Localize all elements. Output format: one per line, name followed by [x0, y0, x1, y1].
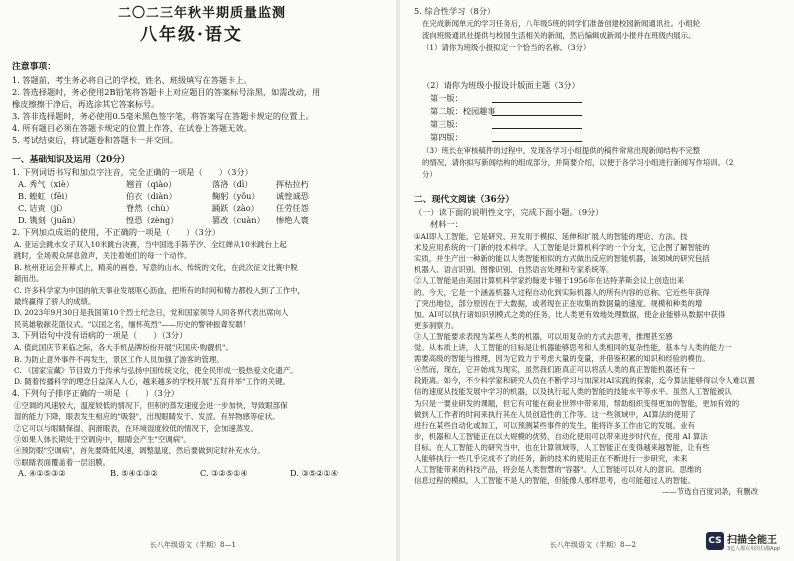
question-stem: （2）请你为班级小报设计版面主题（3分）	[422, 80, 580, 90]
passage-line: 人能够执行一些几乎完成不了的任务，新的技术的使用正在不断进行一步研究，未来	[414, 454, 688, 463]
scanner-watermark	[706, 530, 786, 556]
page-left	[0, 0, 396, 561]
option-cell: 挥枯拉朽	[276, 179, 309, 189]
scanner-name: 扫描全能王	[727, 535, 777, 546]
answer-line: 第四版：	[430, 132, 463, 142]
option-cell: 伯衣（diàn）	[126, 191, 177, 201]
option-line: ②它可以与眼睛保湿、润滑眼表，在环境湿度较低的情况下，会加速蒸发。	[14, 423, 258, 433]
passage-line: 人工智能带来的科技产品，将会是人类智慧的"容器"。人工智能可以对人的意识、思维的	[414, 465, 702, 475]
passage-line: 加。AI可以执行诸如识别模式之类的任务，比人类更有效地处理数据，使企业能够从数据中获得	[414, 309, 726, 319]
answer-blank	[492, 119, 582, 129]
option-line: C. 许多科学家为中国的航天事业发展呕心沥血，把所有的时间和精力都投入到了工作中，	[14, 285, 305, 295]
passage-line: 信息过程的模拟，人工智能不是人的智能，但能像人那样思考，也可能超过人的智能。	[414, 476, 695, 486]
passage-line: 段距离。如今，不少科学家和研究人员在不断学习与加深对AI实践的探索，迄今算法能够得以令人难以置	[414, 376, 755, 386]
option-line: B. 为防止意外事件不再发生，景区工作人员加强了游客的管理。	[14, 354, 224, 364]
passage-line: 需要高级的智能与推理，因为它致力于考虑大量的变量，并借鉴积累的知识和经验的模仿。	[414, 354, 710, 364]
option-line: B. 杭州亚运会开幕式上，精美的画卷、写意的山水、传统的文化，在此次征文比赛中脱	[14, 262, 298, 272]
page-right	[400, 0, 794, 561]
notice-item: 4. 所有题目必须在答题卡规定的位置上作答，在试卷上答题无效。	[12, 123, 252, 133]
question-line: 的情况，请你拟写新闻结构的组成部分，并简要介绍，以便于各学习小组进行新闻写作培训。（2	[422, 158, 734, 167]
option-cell: C. 诘责（jí）	[18, 203, 68, 213]
notice-item: 5. 考试结束后，将试题卷和答题卡一并交回。	[12, 135, 178, 145]
answer-blank	[492, 93, 582, 103]
passage-line: 实质，并生产出一种新的能以人类智能相似的方式做出反应的智能机器，该领域的研究包括	[414, 254, 710, 264]
passage-line: ②人工智能是由美国计算机科学家约翰麦卡锡于1956年在达特茅斯会议上创造出来	[414, 276, 685, 286]
option-cell: A. ④①⑤③②	[18, 468, 66, 479]
passage-line: 更多洞察力。	[414, 320, 459, 330]
option-cell: C. ③②⑤①④	[200, 468, 248, 479]
option-line: A. 亚运会跳水女子双人10米跳台决赛，当中国选手陈芋汐、全红婵从10米跳台上起	[14, 240, 287, 249]
option-line: D. 2023年9月30日是我国第10个烈士纪念日，党和国家领导人同各界代表出席向人	[14, 308, 289, 318]
question-line: 在完成新闻单元的学习任务后，八年级5班的同学们准备创建校园新闻通讯社。小组轮	[422, 19, 701, 28]
answer-line: 第二版：校园趣事	[430, 106, 496, 116]
exam-title: 二〇二三年秋半期质量监测	[118, 6, 287, 21]
notice-item: 1. 答题前，考生务必将自己的学校、姓名、班级填写在答题卡上。	[12, 75, 252, 85]
question-stem: （一）读下面的说明性文字，完成下面小题。（9分）	[414, 207, 604, 217]
passage-line: ①AI即人工智能，它是研究、开发用于模拟、延伸和扩展人的智能的理论、方法、技	[414, 232, 688, 241]
question-stem: 4. 下列句子排序正确的一项是（ ）（3分）	[12, 387, 180, 398]
passage-line: ③人工智能要求表现为某些人类的机器，可以用复杂的方式去思考，推理甚至感	[414, 331, 673, 341]
notice-heading: 注意事项：	[12, 62, 56, 72]
passage-line: 觉。从本质上讲，人工智能的目标是让机器能够思考和人类相同的复杂性能，基本与人类的能力一	[414, 343, 732, 352]
option-cell: A. 秀气（xiè）	[18, 179, 74, 189]
exam-subtitle: 八年级·语文	[140, 25, 243, 45]
option-line: 颖而出。	[14, 274, 44, 284]
passage-line: 目标。在人工智能人的研究当中，也在计算领域等，人工智能正在变得越来越智能，让有些	[414, 442, 710, 452]
option-cell: 篡改（cuàn）	[212, 215, 265, 225]
answer-blank	[492, 132, 582, 142]
section-heading: 一、基础知识及运用（20分）	[12, 155, 130, 165]
passage-line: 机器人、语言识别、图像识别、自然语言处理和专家系统等。	[414, 265, 614, 275]
option-line: ⑤眼睛表面覆盖着一层泪膜。	[14, 457, 111, 467]
question-line: （3）班长在审核稿件的过程中，发现各学习小组提供的稿件常常出现新闻结构不完整	[422, 146, 701, 155]
option-cell: 落洛（dì）	[212, 179, 253, 189]
passage-line: 信的速度从技能发展中学习的机器，以及执行起人类的智能的技能水平等水平。虽然人工智能被认	[414, 387, 732, 397]
answer-line: 第一版：	[430, 93, 463, 103]
notice-item: 2. 答选择题时，务必使用2B铅笔将答题卡上对应题目的答案标号涂黑，如需改动，用	[12, 87, 321, 97]
scanner-logo-icon: CS	[706, 532, 724, 550]
option-cell: 诚惶诚恐	[276, 191, 309, 201]
option-cell: 任劳任怨	[276, 203, 309, 213]
answer-blank	[492, 106, 582, 116]
option-line: C. 《国家宝藏》节目致力于传承与弘扬中国传统文化，使全民形成一股热爱文化遗产。	[14, 366, 298, 375]
option-cell: D. 镌刻（juān）	[18, 215, 81, 225]
notice-item: 3. 答非选择题时，务必使用0.5毫米黑色签字笔，将答案写在答题卡规定的位置上。	[12, 111, 314, 121]
option-cell: D. ③⑤②①④	[290, 468, 339, 479]
passage-line: 的。今天，它是一个涵盖机器人过程自动化到实际机器人的所有内容的总称。它近些年获得	[414, 287, 710, 297]
question-line: 分）	[422, 170, 437, 179]
option-cell: 脊然（chù）	[126, 203, 174, 213]
passage-source: ——节选自百度词条，有删改	[662, 487, 759, 497]
passage-line: 为只是一要业研发的课题，但它有可能在商业世界中带来用，帮助组织变得更加的智能，更加有效的	[414, 398, 740, 408]
passage-line: 步，机器和人工智能正在以大规模的优势，自动化使用可以带来进步时代在，使用 AI 算法	[414, 431, 708, 441]
answer-line: 第三版：	[430, 119, 463, 129]
option-cell: 惨绝人寰	[276, 215, 309, 225]
material-label: 材料一：	[430, 219, 463, 229]
question-line: （1）请你为班级小报拟定一个恰当的名称。（3分）	[422, 43, 591, 52]
section-heading: 二、现代文阅读（36分）	[414, 195, 515, 205]
question-line: 流向班级通讯社提供与校园生活相关的新闻，然后编辑成新闻小报并在班级内展示。	[422, 31, 696, 40]
passage-line: 做到人工作者的时间来执行其在人员创造性的工作等。这一些领域中，AI算法的使用了	[414, 409, 696, 419]
option-line: ①空调的风速较大，温度较低的情况下，但积的蒸发速度会进一步加快，导致眼部保	[14, 400, 288, 410]
option-line: ④预防眼"空调病"，首先要降低风速，调整温度，然后要做到定时补充水分。	[14, 446, 265, 456]
option-cell: 鞠躬（yǒu）	[212, 191, 260, 201]
option-line: A. 值此国庆节来临之际，各大手机品牌纷纷开展"庆国庆·购靓机"。	[14, 343, 233, 353]
passage-line: ④然而，现在，它开始成为现实，虽然我们距真正可以将活人类的真正智能机器还有一	[414, 365, 695, 375]
option-line: 湿的能力下降，眼表发生相应的"吸裂"，出现眼睛发干、发涩、有异物感等症状。	[14, 412, 280, 422]
option-cell: B. 蝗虹（fēi）	[18, 191, 73, 201]
question-stem: 5. 综合性学习（8分）	[414, 6, 496, 16]
page-footer: 长八年级语文（半期）8—1	[150, 541, 236, 549]
question-stem: 1. 下列词语书写和加点字注音，完全正确的一项是（ ）（3分）	[12, 167, 253, 177]
page-footer: 长八年级语文（半期）8—2	[550, 541, 636, 549]
option-line: 跳时，全场观众屏息敛声，关注着她们的每一个动作。	[14, 251, 192, 261]
notice-item: 橡皮擦擦干净后，再选涂其它答案标号。	[12, 99, 160, 109]
option-cell: B. ⑤④①③②	[110, 468, 158, 479]
option-line: D. 随着传播科学的理念日益深入人心，越来越多的学校开展"五育并举"工作的关键。	[14, 377, 290, 387]
passage-line: 术及应用系统的一门新的技术科学。人工智能是计算机科学的一个分支，它企图了解智能的	[414, 243, 710, 253]
scanner-tagline: 3亿人都在用的扫描App	[727, 546, 780, 552]
option-line: 最终赢得了骄人的成绩。	[14, 297, 96, 306]
option-line: ③如果人体长期处于空调房中，眼睛会产生"空调病"。	[14, 435, 191, 444]
passage-line: 了突出地位，部分原因在于大数据，或者现在正在收集的数据量的速度、规模和种类的增	[414, 298, 703, 308]
passage-line: 进行在某些自动化或加工，可以预测某些事件的发生，能将许多工作由它的发展。业有	[414, 420, 695, 430]
option-cell: 踊跃（zào）	[212, 203, 259, 213]
option-cell: 惶恐（zèng）	[126, 215, 179, 225]
question-stem: 2. 下列加点成语的使用，不正确的一项是（ ）（3分）	[12, 227, 221, 237]
question-stem: 3. 下列语句中没有语病的一项是（ ）（3分）	[12, 330, 188, 341]
option-cell: 翘首（qiào）	[126, 179, 177, 189]
option-line: 民英雄敬献花篮仪式。"以国之名，缅怀英烈"——历史的警钟振聋发聩！	[14, 319, 250, 329]
